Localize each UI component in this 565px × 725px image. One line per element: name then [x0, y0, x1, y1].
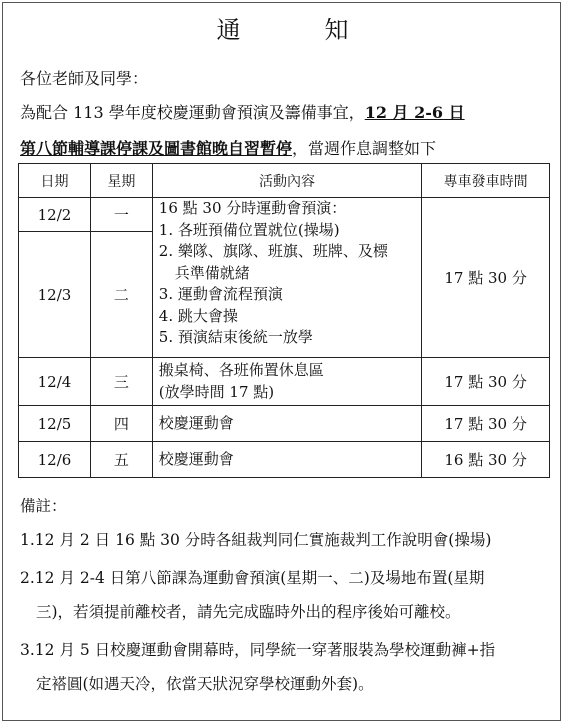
header-date: 日期 — [19, 164, 91, 198]
table-row — [19, 406, 550, 442]
table-row — [19, 442, 550, 478]
cell-day: 五 — [90, 442, 152, 478]
activity-line: 搬桌椅、各班佈置休息區 — [158, 361, 324, 379]
header-activity: 活動內容 — [152, 164, 421, 198]
header-bus-time: 專車發車時間 — [422, 164, 550, 198]
greeting: 各位老師及同學： — [20, 69, 149, 88]
cell-bus-time: 16 點 30 分 — [422, 442, 550, 478]
table-row — [19, 358, 550, 406]
table-header-row — [19, 164, 550, 198]
cell-date: 12/2 — [19, 198, 91, 232]
cell-bus-time: 17 點 30 分 — [422, 198, 550, 358]
cell-day: 三 — [90, 358, 152, 406]
activity-line: 2. 樂隊、旗隊、班旗、班牌、及標 — [158, 242, 388, 260]
cell-activity: 校慶運動會 — [152, 442, 421, 478]
activity-line: (放學時間 17 點) — [158, 382, 275, 401]
intro-date-range: 12 月 2-6 日 — [364, 103, 465, 122]
cell-activity: 校慶運動會 — [152, 406, 421, 442]
activity-line: 16 點 30 分時運動會預演： — [158, 199, 347, 217]
cell-date: 12/5 — [19, 406, 91, 442]
activity-line: 5. 預演結束後統一放學 — [158, 328, 313, 346]
intro-text: 為配合 113 學年度校慶運動會預演及籌備事宜， — [20, 103, 365, 122]
cell-date: 12/4 — [19, 358, 91, 406]
cell-date: 12/6 — [19, 442, 91, 478]
intro-text-end: ，當週作息調整如下 — [292, 139, 437, 158]
note-2: 2.12 月 2-4 日第八節課為運動會預演(星期一、二)及場地布置(星期 — [20, 569, 485, 587]
activity-line: 1. 各班預備位置就位(操場) — [158, 220, 340, 239]
cell-day: 二 — [90, 232, 152, 358]
activity-line: 4. 跳大會操 — [158, 306, 238, 325]
note-3-continued: 定褡圓(如遇天冷，依當天狀況穿學校運動外套)。 — [36, 675, 374, 693]
table-row — [19, 198, 550, 232]
cell-day: 四 — [90, 406, 152, 442]
header-day: 星期 — [90, 164, 152, 198]
activity-line: 兵準備就緒 — [174, 263, 250, 282]
cell-day: 一 — [90, 198, 152, 232]
cell-activity — [152, 358, 421, 406]
activity-line: 3. 運動會流程預演 — [158, 285, 283, 303]
cell-date: 12/3 — [19, 232, 91, 358]
cell-bus-time: 17 點 30 分 — [422, 358, 550, 406]
notes-title: 備註： — [20, 497, 67, 515]
schedule-table — [18, 163, 550, 478]
page-title: 通 知 — [216, 16, 379, 44]
intro-line-2 — [20, 136, 436, 159]
intro-line-1 — [20, 100, 465, 123]
note-2-continued: 三)，若須提前離校者，請先完成臨時外出的程序後始可離校。 — [36, 603, 461, 621]
note-1: 1.12 月 2 日 16 點 30 分時各組裁判同仁實施裁判工作說明會(操場) — [20, 531, 492, 549]
cell-bus-time: 17 點 30 分 — [422, 406, 550, 442]
intro-suspension: 第八節輔導課停課及圖書館晚自習暫停 — [20, 139, 293, 158]
cell-activity-rehearsal — [152, 198, 421, 358]
note-3: 3.12 月 5 日校慶運動會開幕時，同學統一穿著服裝為學校運動褲+指 — [20, 641, 496, 659]
